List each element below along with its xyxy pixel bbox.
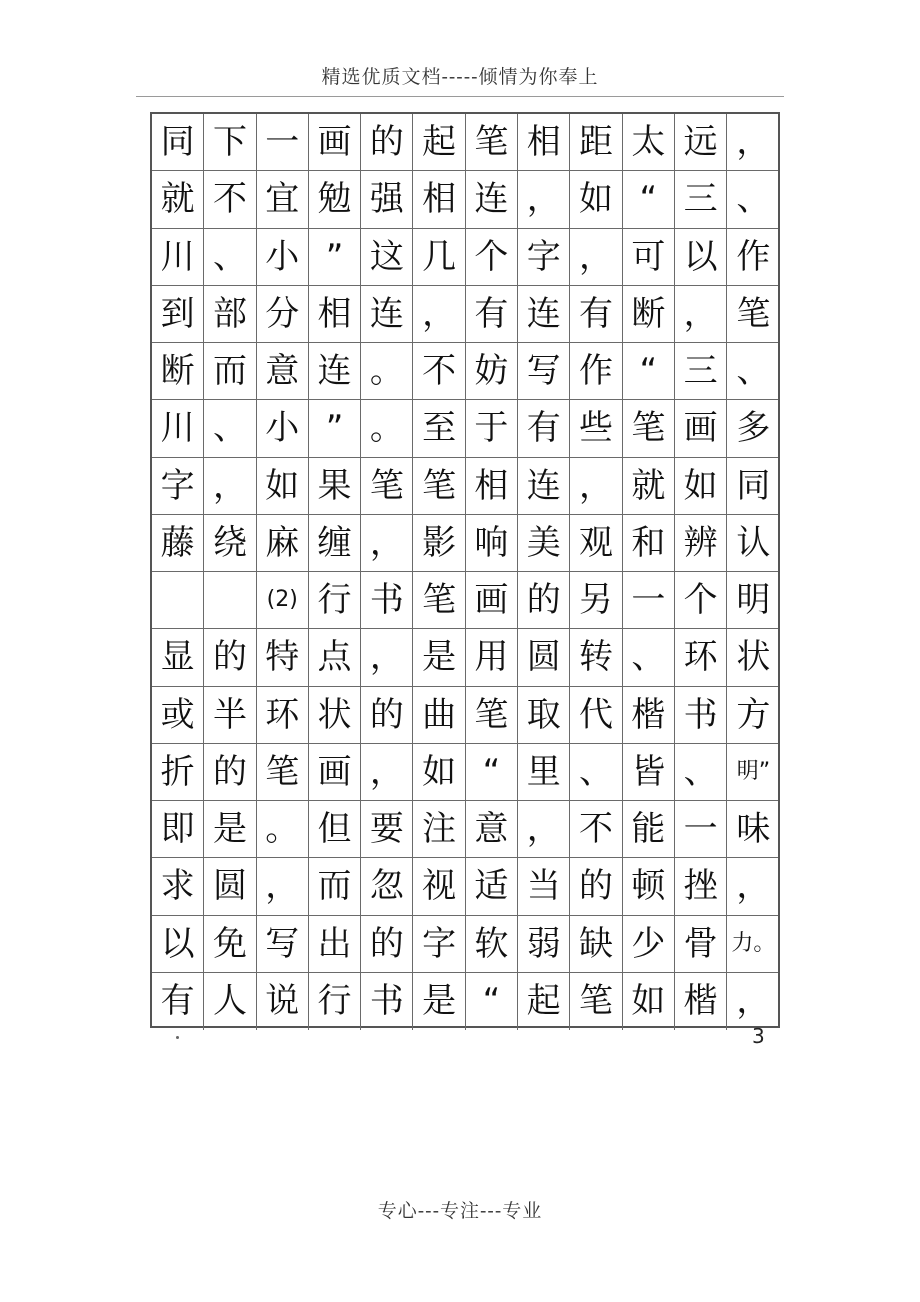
grid-cell: 至 bbox=[413, 400, 465, 456]
grid-cell: 作 bbox=[570, 343, 622, 399]
grid-cell: 代 bbox=[570, 687, 622, 743]
grid-cell: 川 bbox=[152, 229, 204, 285]
grid-cell bbox=[152, 572, 204, 628]
grid-cell: 能 bbox=[623, 801, 675, 857]
grid-cell: 当 bbox=[518, 858, 570, 914]
grid-cell: 小 bbox=[257, 229, 309, 285]
grid-row bbox=[152, 229, 778, 286]
grid-cell: 的 bbox=[361, 916, 413, 972]
grid-cell: 观 bbox=[570, 515, 622, 571]
grid-cell: “ bbox=[623, 343, 675, 399]
grid-cell: 个 bbox=[466, 229, 518, 285]
grid-cell: 点 bbox=[309, 629, 361, 685]
grid-cell: 太 bbox=[623, 114, 675, 170]
grid-cell: 同 bbox=[736, 465, 771, 506]
grid-cell: 特 bbox=[257, 629, 309, 685]
page-footer: 专心---专注---专业 bbox=[377, 1200, 543, 1222]
grid-cell: 辨 bbox=[675, 515, 727, 571]
grid-cell: 书 bbox=[361, 572, 413, 628]
grid-cell: 字 bbox=[518, 229, 570, 285]
grid-cell: 小 bbox=[257, 400, 309, 456]
grid-cell: 字 bbox=[152, 458, 204, 514]
grid-row bbox=[152, 114, 778, 171]
grid-cell: 一 bbox=[257, 114, 309, 170]
grid-cell: 到 bbox=[152, 286, 204, 342]
grid-row bbox=[152, 400, 778, 457]
grid-cell: 注 bbox=[413, 801, 465, 857]
grid-cell: 笔 bbox=[413, 572, 465, 628]
grid-cell: ， bbox=[257, 858, 309, 914]
grid-cell: 些 bbox=[570, 400, 622, 456]
grid-cell: 于 bbox=[466, 400, 518, 456]
grid-cell: 明 bbox=[736, 580, 771, 621]
grid-cell: 或 bbox=[152, 687, 204, 743]
grid-cell: 缠 bbox=[309, 515, 361, 571]
grid-cell: 相 bbox=[309, 286, 361, 342]
grid-cell: 三 bbox=[675, 343, 727, 399]
grid-cell: 个 bbox=[675, 572, 727, 628]
grid-cell: 里 bbox=[518, 744, 570, 800]
grid-cell: ， bbox=[518, 171, 570, 227]
grid-cell: 连 bbox=[309, 343, 361, 399]
grid-cell: 、 bbox=[623, 629, 675, 685]
grid-cell: “ bbox=[466, 973, 518, 1030]
grid-cell: ， bbox=[570, 229, 622, 285]
grid-row bbox=[152, 343, 778, 400]
grid-cell: 、 bbox=[204, 400, 256, 456]
grid-cell: 和 bbox=[623, 515, 675, 571]
grid-cell: 少 bbox=[623, 916, 675, 972]
grid-cell: 不 bbox=[413, 343, 465, 399]
grid-cell: 画 bbox=[309, 744, 361, 800]
grid-cell: 笔 bbox=[736, 293, 771, 334]
grid-cell: ， bbox=[204, 458, 256, 514]
grid-cell: 、 bbox=[570, 744, 622, 800]
grid-cell: 画 bbox=[675, 400, 727, 456]
grid-cell: ， bbox=[736, 981, 771, 1022]
grid-cell: 圆 bbox=[518, 629, 570, 685]
grid-cell: 适 bbox=[466, 858, 518, 914]
grid-cell: 但 bbox=[309, 801, 361, 857]
grid-cell: 有 bbox=[518, 400, 570, 456]
grid-cell: 一 bbox=[623, 572, 675, 628]
grid-cell bbox=[204, 572, 256, 628]
grid-row bbox=[152, 744, 778, 801]
grid-cell: ， bbox=[736, 866, 771, 907]
header-rule bbox=[136, 96, 784, 97]
grid-cell: 半 bbox=[204, 687, 256, 743]
grid-cell: 的 bbox=[361, 114, 413, 170]
grid-cell: 连 bbox=[518, 286, 570, 342]
grid-cell: 不 bbox=[570, 801, 622, 857]
grid-cell: 弱 bbox=[518, 916, 570, 972]
grid-cell: 说 bbox=[257, 973, 309, 1030]
grid-cell: 意 bbox=[466, 801, 518, 857]
grid-cell: 免 bbox=[204, 916, 256, 972]
grid-cell: 笔 bbox=[257, 744, 309, 800]
grid-cell: 人 bbox=[204, 973, 256, 1030]
grid-cell: 用 bbox=[466, 629, 518, 685]
grid-cell: 取 bbox=[518, 687, 570, 743]
grid-cell: 求 bbox=[152, 858, 204, 914]
grid-cell: 美 bbox=[518, 515, 570, 571]
grid-row bbox=[152, 687, 778, 744]
grid-cell: 就 bbox=[623, 458, 675, 514]
grid-cell: 断 bbox=[623, 286, 675, 342]
grid-cell: 笔 bbox=[623, 400, 675, 456]
grid-row bbox=[152, 858, 778, 915]
grid-cell: 就 bbox=[152, 171, 204, 227]
grid-cell: 有 bbox=[152, 973, 204, 1030]
grid-cell: 同 bbox=[152, 114, 204, 170]
grid-cell: ， bbox=[361, 744, 413, 800]
page-header: 精选优质文档-----倾情为你奉上 bbox=[321, 66, 599, 88]
grid-cell: 这 bbox=[361, 229, 413, 285]
grid-cell: ， bbox=[736, 122, 771, 163]
grid-cell: 写 bbox=[257, 916, 309, 972]
grid-cell: 忽 bbox=[361, 858, 413, 914]
grid-cell: 、 bbox=[675, 744, 727, 800]
grid-cell: 绕 bbox=[204, 515, 256, 571]
grid-cell: 不 bbox=[204, 171, 256, 227]
grid-cell: 挫 bbox=[675, 858, 727, 914]
grid-row bbox=[152, 629, 778, 686]
grid-cell: 部 bbox=[204, 286, 256, 342]
grid-cell: 的 bbox=[570, 858, 622, 914]
grid-cell: 影 bbox=[413, 515, 465, 571]
grid-row bbox=[152, 973, 778, 1030]
grid-cell: 味 bbox=[736, 809, 771, 850]
grid-cell: 。 bbox=[257, 801, 309, 857]
grid-cell: 画 bbox=[309, 114, 361, 170]
grid-cell: 认 bbox=[736, 522, 771, 563]
grid-cell: 楷 bbox=[623, 687, 675, 743]
grid-cell: 曲 bbox=[413, 687, 465, 743]
grid-cell: 距 bbox=[570, 114, 622, 170]
grid-cell: 状 bbox=[309, 687, 361, 743]
grid-cell: 圆 bbox=[204, 858, 256, 914]
grid-cell: 强 bbox=[361, 171, 413, 227]
grid-cell: “ bbox=[466, 744, 518, 800]
page-number: 3 bbox=[752, 1024, 765, 1048]
grid-cell: 藤 bbox=[152, 515, 204, 571]
grid-cell: 的 bbox=[518, 572, 570, 628]
grid-cell: 连 bbox=[466, 171, 518, 227]
grid-cell: 相 bbox=[466, 458, 518, 514]
grid-cell: 转 bbox=[570, 629, 622, 685]
grid-row bbox=[152, 801, 778, 858]
grid-cell: 笔 bbox=[570, 973, 622, 1030]
grid-cell: ， bbox=[570, 458, 622, 514]
grid-cell: ， bbox=[675, 286, 727, 342]
grid-cell: 的 bbox=[204, 629, 256, 685]
grid-cell: 折 bbox=[152, 744, 204, 800]
grid-row bbox=[152, 916, 778, 973]
grid-cell: 宜 bbox=[257, 171, 309, 227]
grid-cell: 行 bbox=[309, 572, 361, 628]
grid-cell: 皆 bbox=[623, 744, 675, 800]
grid-cell: 笔 bbox=[361, 458, 413, 514]
grid-cell: 川 bbox=[152, 400, 204, 456]
grid-cell: 。 bbox=[361, 343, 413, 399]
grid-cell: 断 bbox=[152, 343, 204, 399]
grid-cell: 是 bbox=[413, 629, 465, 685]
grid-cell: 是 bbox=[204, 801, 256, 857]
grid-cell: 状 bbox=[736, 637, 771, 678]
grid-cell: 相 bbox=[518, 114, 570, 170]
grid-cell: 连 bbox=[361, 286, 413, 342]
grid-cell: 下 bbox=[204, 114, 256, 170]
grid-cell: 、 bbox=[204, 229, 256, 285]
grid-row bbox=[152, 458, 778, 515]
grid-cell: 如 bbox=[623, 973, 675, 1030]
grid-cell: 以 bbox=[152, 916, 204, 972]
grid-cell: 几 bbox=[413, 229, 465, 285]
grid-cell: 视 bbox=[413, 858, 465, 914]
grid-cell: 书 bbox=[361, 973, 413, 1030]
grid-cell: 楷 bbox=[675, 973, 727, 1030]
grid-cell: 分 bbox=[257, 286, 309, 342]
grid-row bbox=[152, 286, 778, 343]
grid-cell: 笔 bbox=[413, 458, 465, 514]
grid-cell: ， bbox=[413, 286, 465, 342]
grid-cell: 笔 bbox=[466, 687, 518, 743]
grid-cell: 方 bbox=[736, 694, 771, 735]
grid-cell: 明” bbox=[736, 758, 771, 784]
grid-cell: 。 bbox=[361, 400, 413, 456]
grid-cell: 另 bbox=[570, 572, 622, 628]
grid-cell: 一 bbox=[675, 801, 727, 857]
grid-cell: 有 bbox=[570, 286, 622, 342]
grid-cell: (2) bbox=[257, 572, 309, 628]
grid-cell: 、 bbox=[736, 351, 771, 392]
grid-cell: ” bbox=[309, 229, 361, 285]
grid-cell: 三 bbox=[675, 171, 727, 227]
grid-row bbox=[152, 171, 778, 228]
grid-cell: ” bbox=[309, 400, 361, 456]
grid-cell: 软 bbox=[466, 916, 518, 972]
grid-cell: 如 bbox=[675, 458, 727, 514]
grid-cell: 环 bbox=[675, 629, 727, 685]
grid-cell: 响 bbox=[466, 515, 518, 571]
grid-cell: ， bbox=[361, 515, 413, 571]
grid-cell: 、 bbox=[736, 179, 771, 220]
grid-cell: 多 bbox=[736, 408, 771, 449]
grid-cell: 环 bbox=[257, 687, 309, 743]
grid-cell: 如 bbox=[570, 171, 622, 227]
grid-cell: 而 bbox=[204, 343, 256, 399]
stray-mark bbox=[176, 1036, 179, 1039]
grid-cell: 笔 bbox=[466, 114, 518, 170]
grid-cell: 写 bbox=[518, 343, 570, 399]
grid-cell: 如 bbox=[257, 458, 309, 514]
grid-cell: 显 bbox=[152, 629, 204, 685]
grid-cell: 的 bbox=[361, 687, 413, 743]
grid-cell: 书 bbox=[675, 687, 727, 743]
grid-row bbox=[152, 572, 778, 629]
grid-cell: 力。 bbox=[731, 930, 776, 956]
grid-cell: 远 bbox=[675, 114, 727, 170]
grid-cell: 字 bbox=[413, 916, 465, 972]
grid-cell: 行 bbox=[309, 973, 361, 1030]
grid-cell: 骨 bbox=[675, 916, 727, 972]
grid-cell: 要 bbox=[361, 801, 413, 857]
grid-row bbox=[152, 515, 778, 572]
grid-cell: 以 bbox=[675, 229, 727, 285]
grid-cell: 妨 bbox=[466, 343, 518, 399]
grid-cell: 可 bbox=[623, 229, 675, 285]
grid-cell: 即 bbox=[152, 801, 204, 857]
grid-cell: “ bbox=[623, 171, 675, 227]
grid-cell: 缺 bbox=[570, 916, 622, 972]
grid-cell: 是 bbox=[413, 973, 465, 1030]
grid-cell: 如 bbox=[413, 744, 465, 800]
grid-cell: 有 bbox=[466, 286, 518, 342]
grid-cell: 起 bbox=[413, 114, 465, 170]
grid-cell: 麻 bbox=[257, 515, 309, 571]
grid-cell: 而 bbox=[309, 858, 361, 914]
grid-cell: 起 bbox=[518, 973, 570, 1030]
grid-cell: 意 bbox=[257, 343, 309, 399]
grid-cell: ， bbox=[518, 801, 570, 857]
grid-cell: 的 bbox=[204, 744, 256, 800]
grid-cell: 果 bbox=[309, 458, 361, 514]
grid-cell: 作 bbox=[736, 236, 771, 277]
grid-cell: ， bbox=[361, 629, 413, 685]
grid-cell: 画 bbox=[466, 572, 518, 628]
grid-cell: 顿 bbox=[623, 858, 675, 914]
grid-cell: 出 bbox=[309, 916, 361, 972]
grid-cell: 连 bbox=[518, 458, 570, 514]
manuscript-grid bbox=[150, 112, 780, 1028]
grid-cell: 勉 bbox=[309, 171, 361, 227]
grid-cell: 相 bbox=[413, 171, 465, 227]
